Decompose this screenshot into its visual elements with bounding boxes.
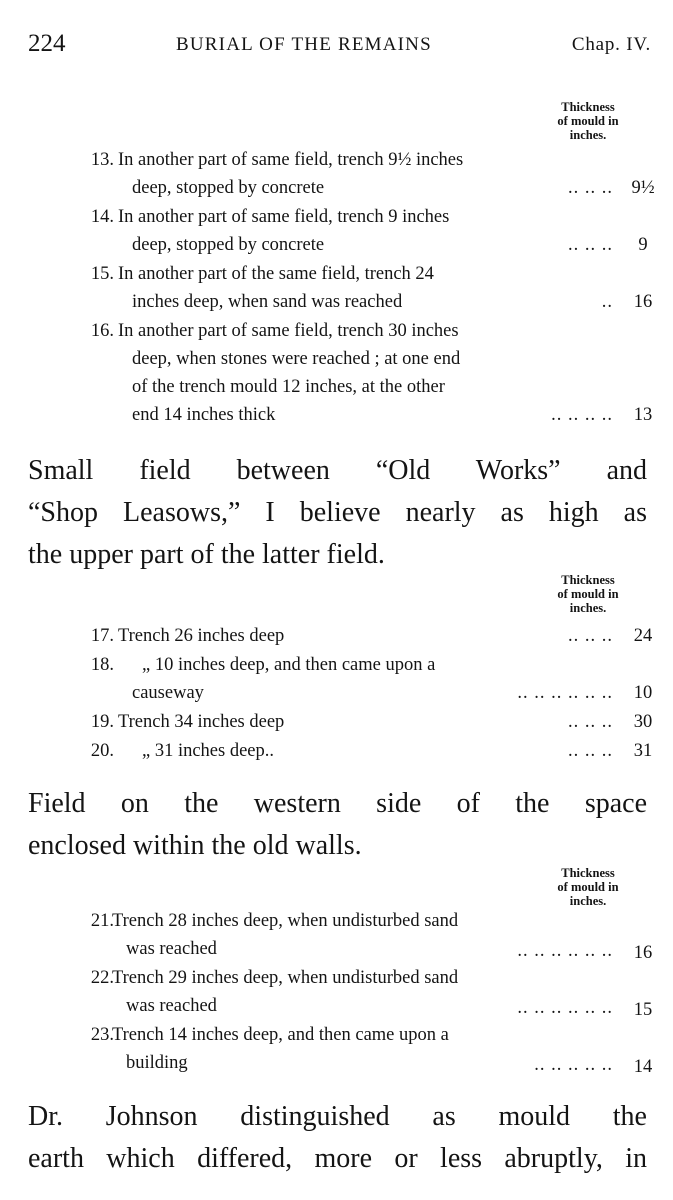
- entry-number: 22.: [90, 968, 114, 988]
- table-row: [70, 651, 653, 707]
- entry-text: causeway: [132, 683, 204, 703]
- entry-text: In another part of the same field, trench 24: [118, 264, 434, 284]
- column-heading: Thickness of mould in inches.: [557, 573, 619, 615]
- leader-dots: .. .. .. .. .. ..: [517, 998, 613, 1018]
- chapter-label: Chap. IV.: [571, 34, 651, 55]
- paragraph-line: Dr. Johnson distinguished as mould the: [28, 1101, 647, 1132]
- entry-number: 19.: [90, 712, 114, 732]
- thickness-value: 31: [633, 741, 653, 761]
- thickness-value: 9½: [631, 178, 655, 198]
- entry-text: In another part of same field, trench 30 inches: [118, 321, 459, 341]
- thickness-value: 24: [633, 626, 653, 646]
- column-heading: Thickness of mould in inches.: [557, 866, 619, 908]
- leader-dots: .. .. ..: [568, 741, 613, 761]
- body-paragraph: [28, 450, 647, 576]
- body-paragraph: [28, 783, 647, 867]
- entry-text: deep, stopped by concrete: [132, 178, 325, 198]
- entry-number: 13.: [90, 150, 114, 170]
- body-paragraph: [28, 1096, 647, 1180]
- paragraph-line: “Shop Leasows,” I believe nearly as high as: [28, 497, 647, 528]
- table-row: [70, 622, 653, 650]
- table-row: [70, 708, 653, 736]
- paragraph-line: enclosed within the old walls.: [28, 830, 362, 861]
- leader-dots: .. .. .. .. ..: [534, 1055, 613, 1075]
- entry-text: was reached: [126, 939, 217, 959]
- table-row: [70, 260, 653, 316]
- table-row: [70, 964, 653, 1020]
- thickness-value: 16: [633, 943, 653, 963]
- entry-text: deep, stopped by concrete: [132, 235, 325, 255]
- thickness-value: 30: [633, 712, 653, 732]
- entry-number: 20.: [90, 741, 114, 761]
- leader-dots: .. .. ..: [568, 178, 613, 198]
- leader-dots: .. .. ..: [568, 626, 613, 646]
- entry-text: Trench 28 inches deep, when undisturbed sand: [112, 911, 459, 931]
- entry-number: 15.: [90, 264, 114, 284]
- entry-number: 14.: [90, 207, 114, 227]
- entry-text: Trench 34 inches deep: [118, 712, 285, 732]
- entry-text: end 14 inches thick: [132, 405, 276, 425]
- entry-number: 21.: [90, 911, 114, 931]
- leader-dots: .. .. ..: [568, 712, 613, 732]
- thickness-value: 16: [633, 292, 653, 312]
- paragraph-line: Small field between “Old Works” and: [28, 455, 647, 486]
- entry-text: Trench 14 inches deep, and then came upon a: [112, 1025, 449, 1045]
- leader-dots: .. .. ..: [568, 235, 613, 255]
- page-header: [28, 30, 651, 66]
- thickness-value: 14: [633, 1057, 653, 1077]
- entry-number: 18.: [90, 655, 114, 675]
- entry-text: In another part of same field, trench 9 inches: [118, 207, 450, 227]
- entry-text: „ 10 inches deep, and then came upon a: [142, 655, 436, 675]
- entry-text: building: [126, 1053, 188, 1073]
- thickness-value: 10: [633, 683, 653, 703]
- table-row: [70, 907, 653, 963]
- entry-number: 17.: [90, 626, 114, 646]
- leader-dots: .. .. .. .. .. ..: [517, 941, 613, 961]
- table-row: [70, 737, 653, 765]
- leader-dots: .. .. .. .. .. ..: [517, 683, 613, 703]
- entry-number: 23.: [90, 1025, 114, 1045]
- table-row: [70, 146, 655, 202]
- thickness-value: 9: [638, 235, 648, 255]
- paragraph-line: Field on the western side of the space: [28, 788, 647, 819]
- entry-text: Trench 29 inches deep, when undisturbed sand: [112, 968, 459, 988]
- leader-dots: ..: [601, 292, 613, 312]
- paragraph-line: earth which differed, more or less abruptly, in: [28, 1143, 647, 1174]
- table-row: [70, 203, 648, 259]
- thickness-value: 15: [633, 1000, 653, 1020]
- running-title: BURIAL OF THE REMAINS: [176, 34, 432, 55]
- entry-text: In another part of same field, trench 9½ inches: [118, 150, 464, 170]
- entry-text: of the trench mould 12 inches, at the other: [132, 377, 445, 397]
- entry-text: deep, when stones were reached ; at one end: [132, 349, 461, 369]
- table-row: [70, 1021, 653, 1077]
- paragraph-line: the upper part of the latter field.: [28, 539, 385, 570]
- entry-text: inches deep, when sand was reached: [132, 292, 403, 312]
- table-row: [70, 317, 653, 429]
- leader-dots: .. .. .. ..: [551, 405, 613, 425]
- entry-number: 16.: [90, 321, 114, 341]
- thickness-value: 13: [633, 405, 653, 425]
- page-number: 224: [28, 30, 66, 57]
- column-heading: Thickness of mould in inches.: [557, 100, 619, 142]
- entry-text: was reached: [126, 996, 217, 1016]
- entry-text: „ 31 inches deep..: [142, 741, 275, 761]
- entry-text: Trench 26 inches deep: [118, 626, 285, 646]
